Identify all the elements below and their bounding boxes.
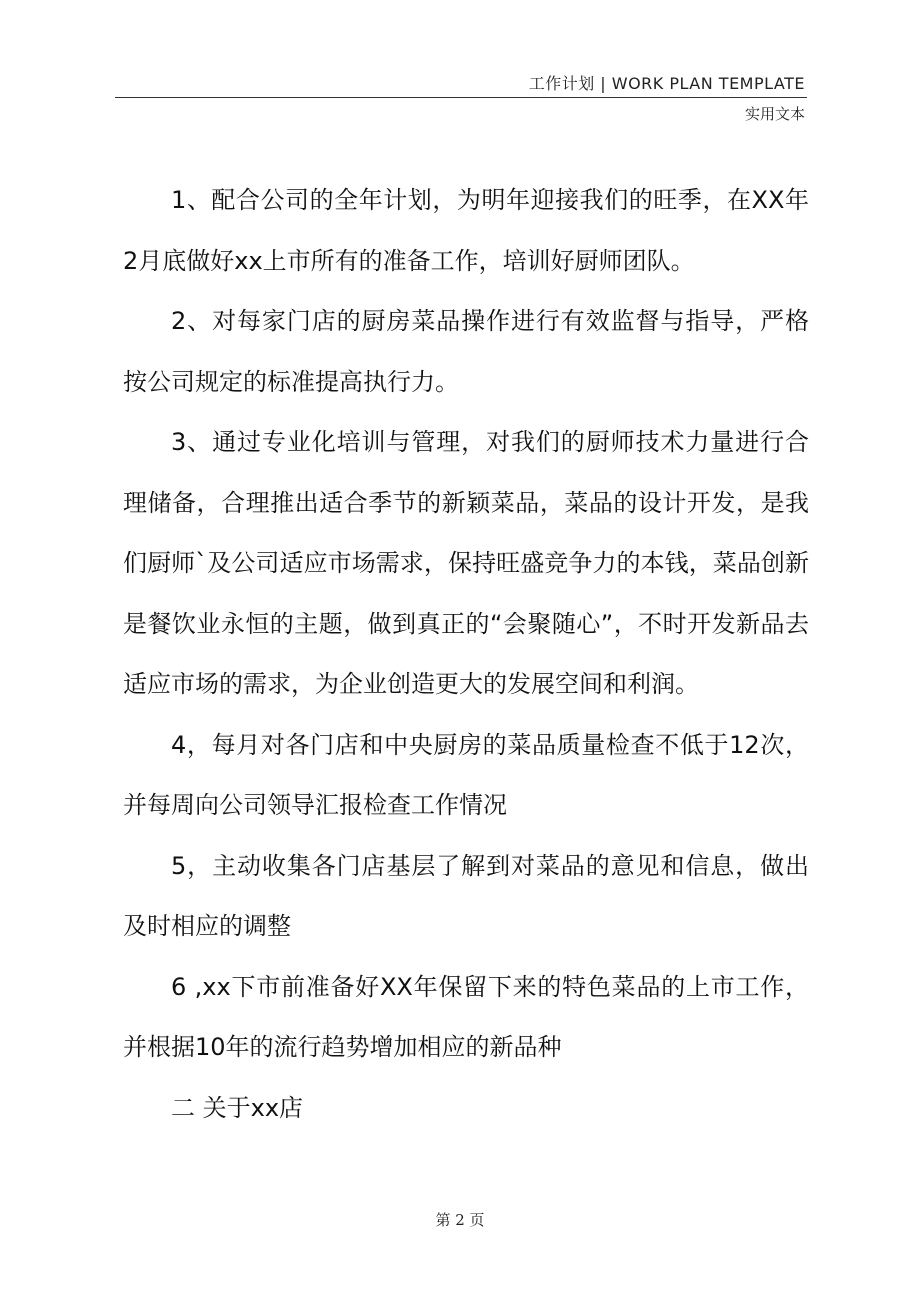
body-text (123, 170, 809, 1138)
paragraph-5: 5，主动收集各门店基层了解到对菜品的意见和信息，做出及时相应的调整 (123, 851, 809, 940)
paragraph-2: 2、对每家门店的厨房菜品操作进行有效监督与指导，严格按公司规定的标准提高执行力。 (123, 307, 809, 396)
header-subtitle: 实用文本 (744, 105, 805, 123)
paragraph-3: 3、通过专业化培训与管理，对我们的厨师技术力量进行合理储备，合理推出适合季节的新颖菜品，菜品的设计开发，是我们厨师`及公司适应市场需求，保持旺盛竞争力的本钱，菜品创新是餐饮业永恒的主题，做到真正的“会聚随心”，不时开发新品去适应市场的需求，为企业创造更大的发展空间和利润。 (123, 428, 809, 698)
paragraph-4: 4，每月对各门店和中央厨房的菜品质量检查不低于12次，并每周向公司领导汇报检查工作情况 (123, 730, 809, 819)
header-divider (115, 97, 807, 98)
paragraph-6: 6 ,xx下市前准备好XX年保留下来的特色菜品的上市工作，并根据10年的流行趋势增加相应的新品种 (123, 972, 809, 1061)
header-title: 工作计划 | WORK PLAN TEMPLATE (528, 74, 805, 93)
page-number: 第 2 页 (435, 1211, 485, 1229)
paragraph-1: 1、配合公司的全年计划，为明年迎接我们的旺季，在XX年2月底做好xx上市所有的准备工作，培训好厨师团队。 (123, 186, 809, 275)
section-heading: 二 关于xx店 (171, 1093, 304, 1122)
